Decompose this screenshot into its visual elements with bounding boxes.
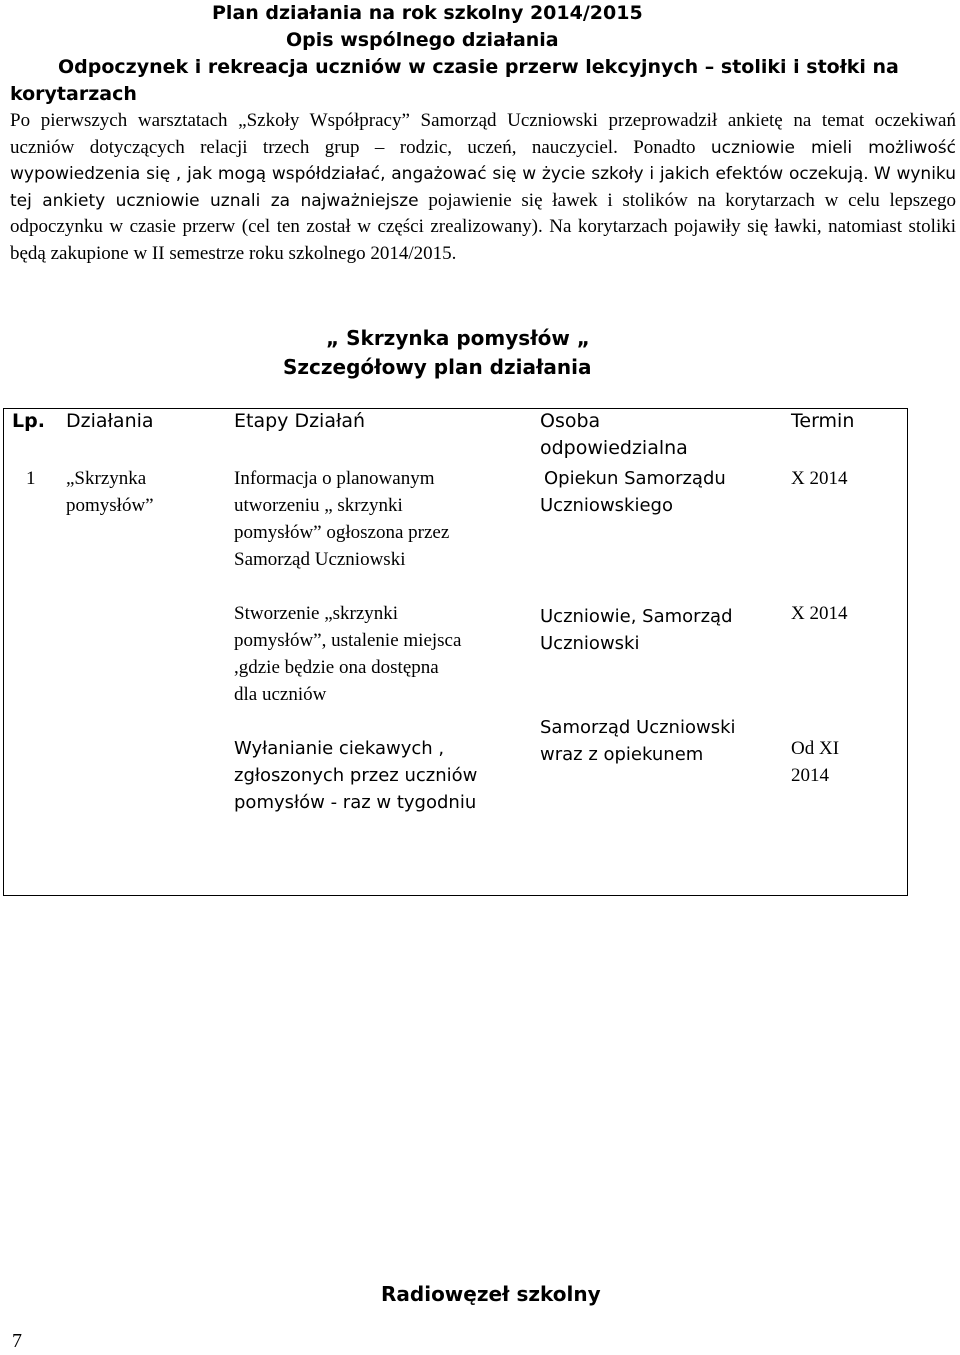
responsible-line: Samorząd Uczniowski	[540, 717, 736, 738]
responsible-line: Uczniowskiego	[540, 495, 673, 516]
responsible-line: Opiekun Samorządu	[544, 468, 726, 489]
stage-info-line: Samorząd Uczniowski	[234, 549, 406, 570]
intro-paragraph	[10, 108, 956, 268]
header-osoba: Osoba	[540, 410, 601, 432]
intro-part-3: W wyniku tej ankiety uczniowie uznali za najważniejsze	[10, 164, 957, 211]
stage-info-line: pomysłów” ogłoszona przez	[234, 522, 450, 543]
header-lp: Lp.	[12, 410, 45, 432]
stage-create-line: ,gdzie będzie ona dostępna	[234, 657, 439, 678]
header-osoba-2: odpowiedzialna	[540, 437, 688, 459]
responsible-1	[540, 465, 726, 519]
deadline-2: X 2014	[791, 603, 848, 624]
section-subtitle: Szczegółowy plan działania	[283, 355, 592, 379]
responsible-3	[540, 714, 736, 768]
activity-title: Odpoczynek i rekreacja uczniów w czasie przerw lekcyjnych – stoliki i stołki na	[58, 56, 899, 78]
deadline-line: 2014	[791, 765, 829, 786]
intro-part-5: Na korytarzach pojawiły się ławki, natomiast stoliki będą zakupione w II semestrze roku szkolnego 2014/2015.	[10, 216, 957, 264]
stage-create-line: Stworzenie „skrzynki	[234, 603, 399, 624]
stage-info-line: utworzeniu „ skrzynki	[234, 495, 403, 516]
stage-select	[234, 735, 477, 816]
section-title: „ Skrzynka pomysłów „	[326, 326, 590, 350]
plan-title: Plan działania na rok szkolny 2014/2015	[212, 2, 643, 24]
row-dzialanie-2: pomysłów”	[66, 495, 154, 516]
intro-part-2: uczniowie mieli możliwość wypowiedzenia się , jak mogą współdziałać, angażować się w życie szkoły i jakich efektów oczekują.	[10, 137, 957, 185]
next-section-heading: Radiowęzeł szkolny	[381, 1282, 601, 1306]
stage-create-line: dla uczniów	[234, 684, 327, 705]
stage-info	[234, 465, 449, 573]
header-etapy: Etapy Działań	[234, 410, 366, 432]
header-dzialania: Działania	[66, 410, 154, 432]
stage-create-line: pomysłów”, ustalenie miejsca	[234, 630, 462, 651]
deadline-1: X 2014	[791, 468, 848, 489]
responsible-line: wraz z opiekunem	[540, 744, 704, 765]
page-number: 7	[12, 1330, 22, 1352]
stage-select-line: pomysłów - raz w tygodniu	[234, 792, 477, 813]
intro-part-4: pojawienie się ławek i stolików na korytarzach w celu lepszego odpoczynku w czasie przerw (cel ten został w części zrealizowany).	[10, 189, 956, 238]
responsible-line: Uczniowski	[540, 633, 640, 654]
activity-title-cont: korytarzach	[10, 83, 137, 105]
intro-part-1: Po pierwszych warsztatach „Szkoły Współpracy” Samorząd Uczniowski przeprowadził ankietę na temat oczekiwań uczniów dotyczących relacji trzech grup – rodzic, uczeń, nauczyciel. Ponadto	[10, 110, 956, 158]
row-dzialanie: „Skrzynka	[66, 468, 147, 489]
row-lp: 1	[26, 468, 36, 489]
header-termin: Termin	[791, 410, 855, 432]
stage-select-line: Wyłanianie ciekawych ,	[234, 738, 445, 759]
stage-info-line: Informacja o planowanym	[234, 468, 435, 489]
deadline-line: Od XI	[791, 738, 840, 759]
stage-create	[234, 600, 461, 708]
deadline-3	[791, 735, 839, 789]
section-description-title: Opis wspólnego działania	[286, 29, 559, 51]
responsible-2	[540, 603, 733, 657]
responsible-line: Uczniowie, Samorząd	[540, 606, 733, 627]
stage-select-line: zgłoszonych przez uczniów	[234, 765, 478, 786]
